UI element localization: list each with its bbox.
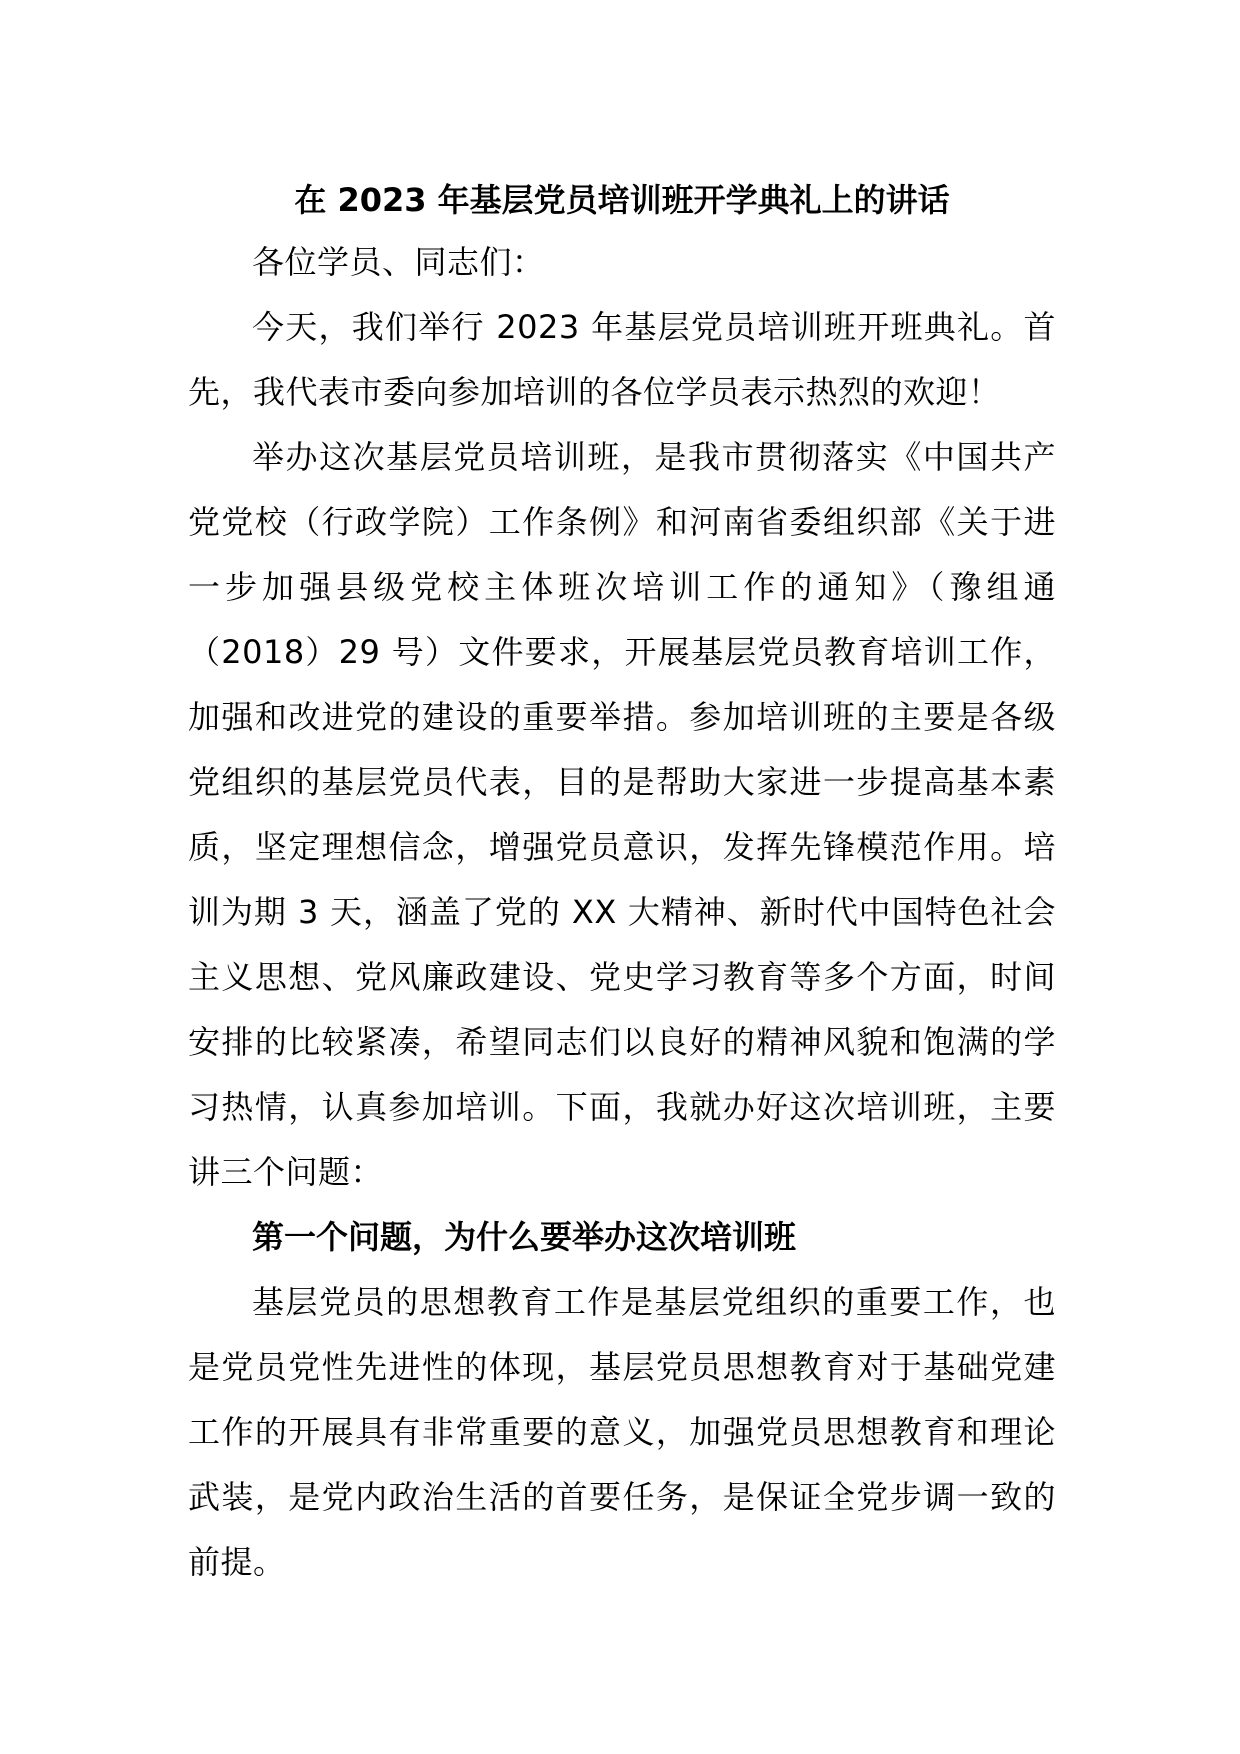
document-body bbox=[188, 175, 1056, 1595]
paragraph-opening: 今天，我们举行 2023 年基层党员培训班开班典礼。首先，我代表市委向参加培训的各位学员表示热烈的欢迎！ bbox=[188, 308, 1056, 411]
paragraph-purpose: 举办这次基层党员培训班，是我市贯彻落实《中国共产党党校（行政学院）工作条例》和河南省委组织部《关于进一步加强县级党校主体班次培训工作的通知》（豫组通（2018）29 号）文件要求，开展基层党员教育培训工作，加强和改进党的建设的重要举措。参加培训班的主要是各级党组织的基层党员代表，目的是帮助大家进一步提高基本素质，坚定理想信念，增强党员意识，发挥先锋模范作用。培训为期 3 天，涵盖了党的 XX 大精神、新时代中国特色社会主义思想、党风廉政建设、党史学习教育等多个方面，时间安排的比较紧凑，希望同志们以良好的精神风貌和饱满的学习热情，认真参加培训。下面，我就办好这次培训班，主要讲三个问题： bbox=[188, 438, 1056, 1191]
section-1-paragraph: 基层党员的思想教育工作是基层党组织的重要工作，也是党员党性先进性的体现，基层党员思想教育对于基础党建工作的开展具有非常重要的意义，加强党员思想教育和理论武装，是党内政治生活的首要任务，是保证全党步调一致的前提。 bbox=[188, 1283, 1056, 1581]
greeting: 各位学员、同志们： bbox=[252, 243, 545, 281]
section-heading-1: 第一个问题，为什么要举办这次培训班 bbox=[252, 1218, 797, 1256]
document-title: 在 2023 年基层党员培训班开学典礼上的讲话 bbox=[294, 181, 950, 219]
